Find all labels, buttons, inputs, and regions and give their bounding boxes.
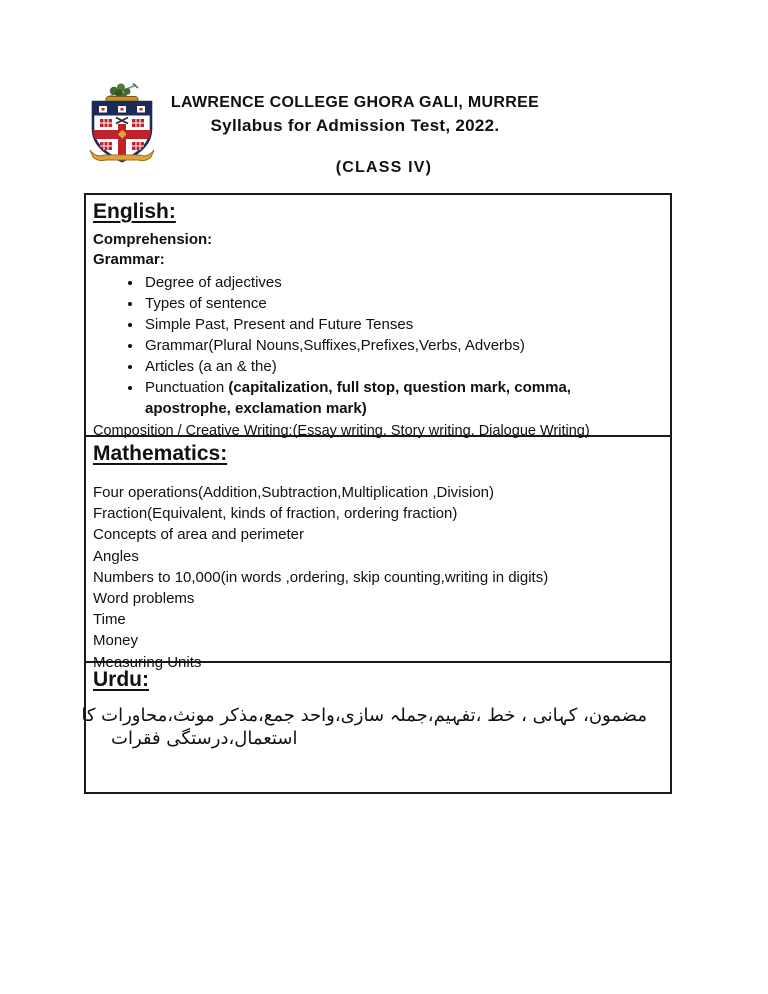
list-item: Four operations(Addition,Subtraction,Multiplication ,Division) [93,484,495,501]
syllabus-subtitle: Syllabus for Admission Test, 2022. [210,116,500,135]
mathematics-topic-list [93,482,663,673]
list-item: • Degree of adjectives [143,272,645,293]
list-item: • Articles (a an & the) [143,356,645,377]
urdu-line: استعمال،درستگی فقرات [111,728,298,749]
section-english [86,195,670,439]
list-item: Fraction(Equivalent, kinds of fraction, ordering fraction) [93,505,458,523]
urdu-line: مضمون، کہانی ، خط ،تفہیم،جملہ سازی،واحد جمع،مذکر مونث،محاورات کا [81,705,647,726]
list-item: Money [93,632,139,650]
list-item: • Grammar(Plural Nouns,Suffixes,Prefixes,Verbs, Adverbs) [143,335,645,356]
class-line: (CLASS IV) [335,159,433,176]
section-urdu [81,661,670,794]
composition-line: Composition / Creative Writing:(Essay writing, Story writing, Dialogue Writing) [93,423,590,439]
english-heading: English: [93,200,176,223]
urdu-topics-paragraph [81,698,663,750]
list-item: Concepts of area and perimeter [93,526,304,544]
college-name-title: LAWRENCE COLLEGE GHORA GALI, MURREE [170,94,540,111]
list-item: • Punctuation (capitalization, full stop, question mark, comma, apostrophe, exclamation mark) [143,377,645,419]
list-item: Time [93,611,126,629]
mathematics-heading: Mathematics: [93,442,228,465]
list-item: Numbers to 10,000(in words ,ordering, skip counting,writing in digits) [93,568,549,586]
list-item: Measuring Units [93,653,202,671]
grammar-subheading: Grammar: [93,251,165,268]
list-item: • Types of sentence [143,293,645,314]
syllabus-table [81,193,672,794]
list-item: Word problems [93,590,195,608]
english-bullet-list [93,272,663,419]
list-item: • Simple Past, Present and Future Tenses [143,314,645,335]
section-mathematics [86,435,670,671]
urdu-heading: Urdu: [93,668,149,691]
list-item: Angles [93,547,139,565]
comprehension-subheading: Comprehension: [93,231,213,248]
